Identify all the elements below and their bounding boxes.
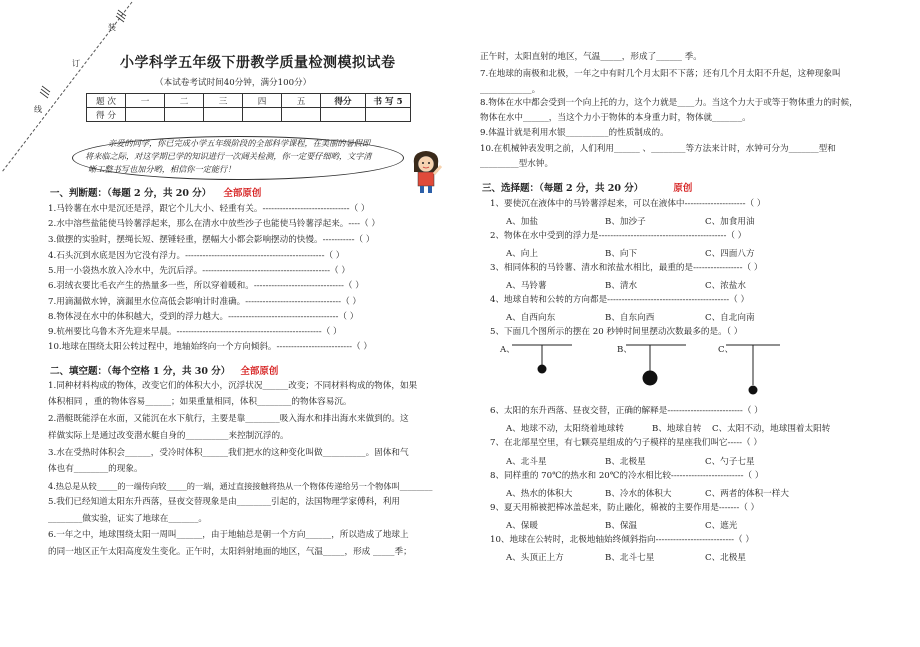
choice-option[interactable]: B、清水 [605,281,638,291]
pendulum-c [726,345,780,395]
score-cell: 得 分 [87,108,126,122]
judge-item: 3.做摆的实验时，摆绳长短、摆锤轻重，摆幅大小都会影响摆动的快慢。-----------（ ） [48,235,375,245]
judge-item: 9.杭州要比乌鲁木齐先迎来早晨。--------------------------------------------------（ ） [48,327,342,337]
section-1-tag: 全部原创 [223,188,262,199]
choice-option[interactable]: C、北极星 [705,553,746,563]
score-cell: 五 [282,94,321,108]
choice-option[interactable]: C、浓盐水 [705,281,746,291]
judge-item: 6.羽绒衣要比毛衣产生的热量多一些，所以穿着暖和。-------------------------------（ ） [48,281,364,291]
choice-question: 1、要使沉在液体中的马铃薯浮起来，可以在液体中---------------------（ ） [490,199,766,209]
choice-question: 5、下面几个图所示的摆在 20 秒钟时间里摆动次数最多的是。（ ） [490,327,743,337]
score-cell: 书 写 5 [366,94,411,108]
choice-question: 9、夏天用棉被把棒冰盖起来，防止融化，棉被的主要作用是-------（ ） [490,503,760,513]
choice-option[interactable]: A、地球不动，太阳绕着地球转 [506,424,624,434]
judge-item: 1.马铃薯在水中是沉还是浮，跟它个儿大小、轻重有关。------------------------------（ ） [48,204,370,214]
page-title: 小学科学五年级下册教学质量检测模拟试卷 [120,55,396,71]
section-2-heading-text: 二、填空题：（每个空格 1 分，共 30 分） [50,366,231,377]
section-3-heading [482,180,692,194]
choice-question: 2、物体在水中受到的浮力是--------------------------------------------（ ） [490,231,747,241]
score-input[interactable] [321,108,366,122]
judge-item: 10.地球在围绕太阳公转过程中，地轴始终向一个方向倾斜。--------------------------（ ） [48,342,372,352]
pendulum-b [626,345,686,386]
fill-line: 正午时，太阳直射的地区，气温_____，形成了______ 季。 [480,52,702,62]
choice-question: 8、同样重的 70℃的热水和 20℃的冷水相比较-------------------------（ ） [490,471,764,481]
choice-question: 3、相同体积的马铃薯、清水和浓盐水相比，最重的是-----------------（ ） [490,263,763,273]
pendulum-a [512,345,572,374]
intro-line: 亲爱的同学，你已完成小学五年级阶段的全部科学课程，在美丽的暑假即 [108,138,371,148]
choice-question: 4、地球自转和公转的方向都是------------------------------------------（ ） [490,295,750,305]
choice-option[interactable]: B、保温 [605,521,638,531]
choice-option[interactable]: C、两者的体积一样大 [705,489,789,499]
fill-line: 的同一地区正午太阳高度发生变化。正午时，太阳斜射地面的地区，气温_____，形成 _____季； [48,547,412,557]
choice-option[interactable]: B、自东向西 [605,313,655,323]
score-cell: 四 [243,94,282,108]
choice-option[interactable]: B、北斗七星 [605,553,655,563]
choice-option[interactable]: A、热水的体积大 [506,489,573,499]
judge-item: 4.石头沉到水底是因为它没有浮力。------------------------------------------------（ ） [48,251,345,261]
fill-line: ____________。 [480,85,541,95]
pendulum-option-a[interactable]: A、 [500,345,515,355]
score-table-header-row [87,94,411,108]
choice-question: 10、地球在公转时，北极地轴始终倾斜指向---------------------------（ ） [490,535,754,545]
judge-item: 5.用一小袋热水放入冷水中，先沉后浮。--------------------------------------------（ ） [48,266,350,276]
pendulum-diagrams [500,340,800,400]
pendulum-option-c[interactable]: C、 [718,345,734,355]
choice-option[interactable]: B、冷水的体积大 [605,489,672,499]
fill-line: 样做实际上是通过改变潜水艇自身的__________来控制沉浮的。 [48,431,289,441]
choice-option[interactable]: A、头顶正上方 [506,553,564,563]
fill-line: 9.体温计就是利用水银__________的性质制成的。 [480,128,669,138]
choice-question: 6、太阳的东升西落、昼夜交替，正确的解释是--------------------------（ ） [490,406,763,416]
choice-option[interactable]: A、保暖 [506,521,538,531]
judge-item: 7.用滴漏做水钟，滴漏里水位高低会影响计时准确。---------------------------------（ ） [48,297,362,307]
score-input[interactable] [366,108,411,122]
fill-line: _________型水钟。 [480,159,554,169]
fill-line: 10.在机械钟表发明之前，人们利用______ 、________等方法来计时，水钟可分为_______型和 [480,144,836,154]
intro-line: 将来临之际，对这学期已学的知识进行一次阔关检测，你一定要仔细哟，文字清 [85,151,372,161]
fill-line: 2.潜艇既能浮在水面，又能沉在水下航行，主要是靠________吸入海水和排出海水来做到的。这 [48,414,409,424]
fill-line: 体也有________的现象。 [48,464,143,474]
choice-option[interactable]: B、加沙子 [605,217,646,227]
choice-option[interactable]: A、向上 [506,249,538,259]
judge-item: 8.物体浸在水中的体积越大，受到的浮力越大。--------------------------------------（ ） [48,312,359,322]
section-2-tag: 全部原创 [240,366,279,377]
judge-item: 2.水中溶些盐能使马铃薯浮起来，那么在清水中放些沙子也能使马铃薯浮起来。----（ ） [48,219,380,229]
score-input[interactable] [282,108,321,122]
margin-mark-1: 装 [108,23,116,32]
score-cell: 二 [165,94,204,108]
choice-option[interactable]: C、加食用油 [705,217,755,227]
score-input[interactable] [126,108,165,122]
fill-line: 8.物体在水中都会受到一个向上托的力，这个力就是____力。当这个力大于或等于物体重力的时候， [480,98,858,108]
pendulum-option-b[interactable]: B、 [617,345,632,355]
choice-question: 7、在北部星空里，有七颗亮星组成的勺子模样的星座我们叫它-----（ ） [490,438,762,448]
score-input[interactable] [165,108,204,122]
fill-line: ________做实验，证实了地球在_______。 [48,514,207,524]
section-1-heading-text: 一、判断题：（每题 2 分，共 20 分） [50,188,212,199]
choice-option[interactable]: B、北极星 [605,457,646,467]
choice-option[interactable]: A、马铃薯 [506,281,547,291]
fill-line: 体积相同 ，重的物体容易______；如果重量相同，体积________的物体容易沉。 [48,397,352,407]
choice-option[interactable]: B、地球自转 [652,424,702,434]
section-3-tag: 原创 [673,183,693,194]
choice-option[interactable]: C、遮光 [705,521,738,531]
fill-line: 3.水在受热时体积会______，受冷时体积______我们把水的这种变化叫做__________。固体和气 [48,448,409,458]
margin-mark-2: 订 [72,59,80,68]
fill-line: 物体在水中______，当这个力小于物体的本身重力时，物体就_______。 [480,113,751,123]
section-3-heading-text: 三、选择题：（每题 2 分，共 20 分） [482,183,644,194]
fill-line: 1.同种材料构成的物体，改变它们的体积大小，沉浮状况______改变；不同材料构成的物体，如果 [48,381,418,391]
choice-option[interactable]: B、向下 [605,249,638,259]
choice-option[interactable]: A、北斗星 [506,457,547,467]
choice-option[interactable]: A、加盐 [506,217,538,227]
score-cell: 得分 [321,94,366,108]
fill-line: 6.一年之中，地球围绕太阳一周叫______，由于地轴总是朝一个方向______，所以造成了地球上 [48,530,409,540]
cartoon-girl-illustration [408,148,444,194]
choice-option[interactable]: C、勺子七星 [705,457,755,467]
fill-line: 4.热总是从较_____的一端传向较_____的一端，通过直接接触将热从一个物体传递给另一个物体叫________ [48,481,433,491]
score-cell: 三 [204,94,243,108]
score-input[interactable] [243,108,282,122]
choice-option[interactable]: C、四面八方 [705,249,755,259]
score-cell: 题 次 [87,94,126,108]
intro-line: 晰工整书写也加分哟，相信你一定能行！ [88,164,236,174]
fill-line: 7.在地球的南极和北极，一年之中有时几个月太阳不下落；还有几个月太阳不升起，这种现象叫 [480,69,841,79]
choice-option[interactable]: C、太阳不动，地球围着太阳转 [712,424,831,434]
choice-option[interactable]: C、自北向南 [705,313,755,323]
exam-subtitle: （本试卷考试时间40分钟，满分100分） [155,78,312,88]
choice-option[interactable]: A、自西向东 [506,313,556,323]
margin-mark-3: 线 [34,105,42,114]
fill-line: 5.我们已经知道太阳东升西落，昼夜交替现象是由________引起的，法国物理学家傅科，利用 [48,497,400,507]
score-input[interactable] [204,108,243,122]
score-table [86,93,411,122]
score-table-score-row [87,108,411,122]
section-2-heading [50,363,278,377]
section-1-heading [50,185,261,199]
score-cell: 一 [126,94,165,108]
